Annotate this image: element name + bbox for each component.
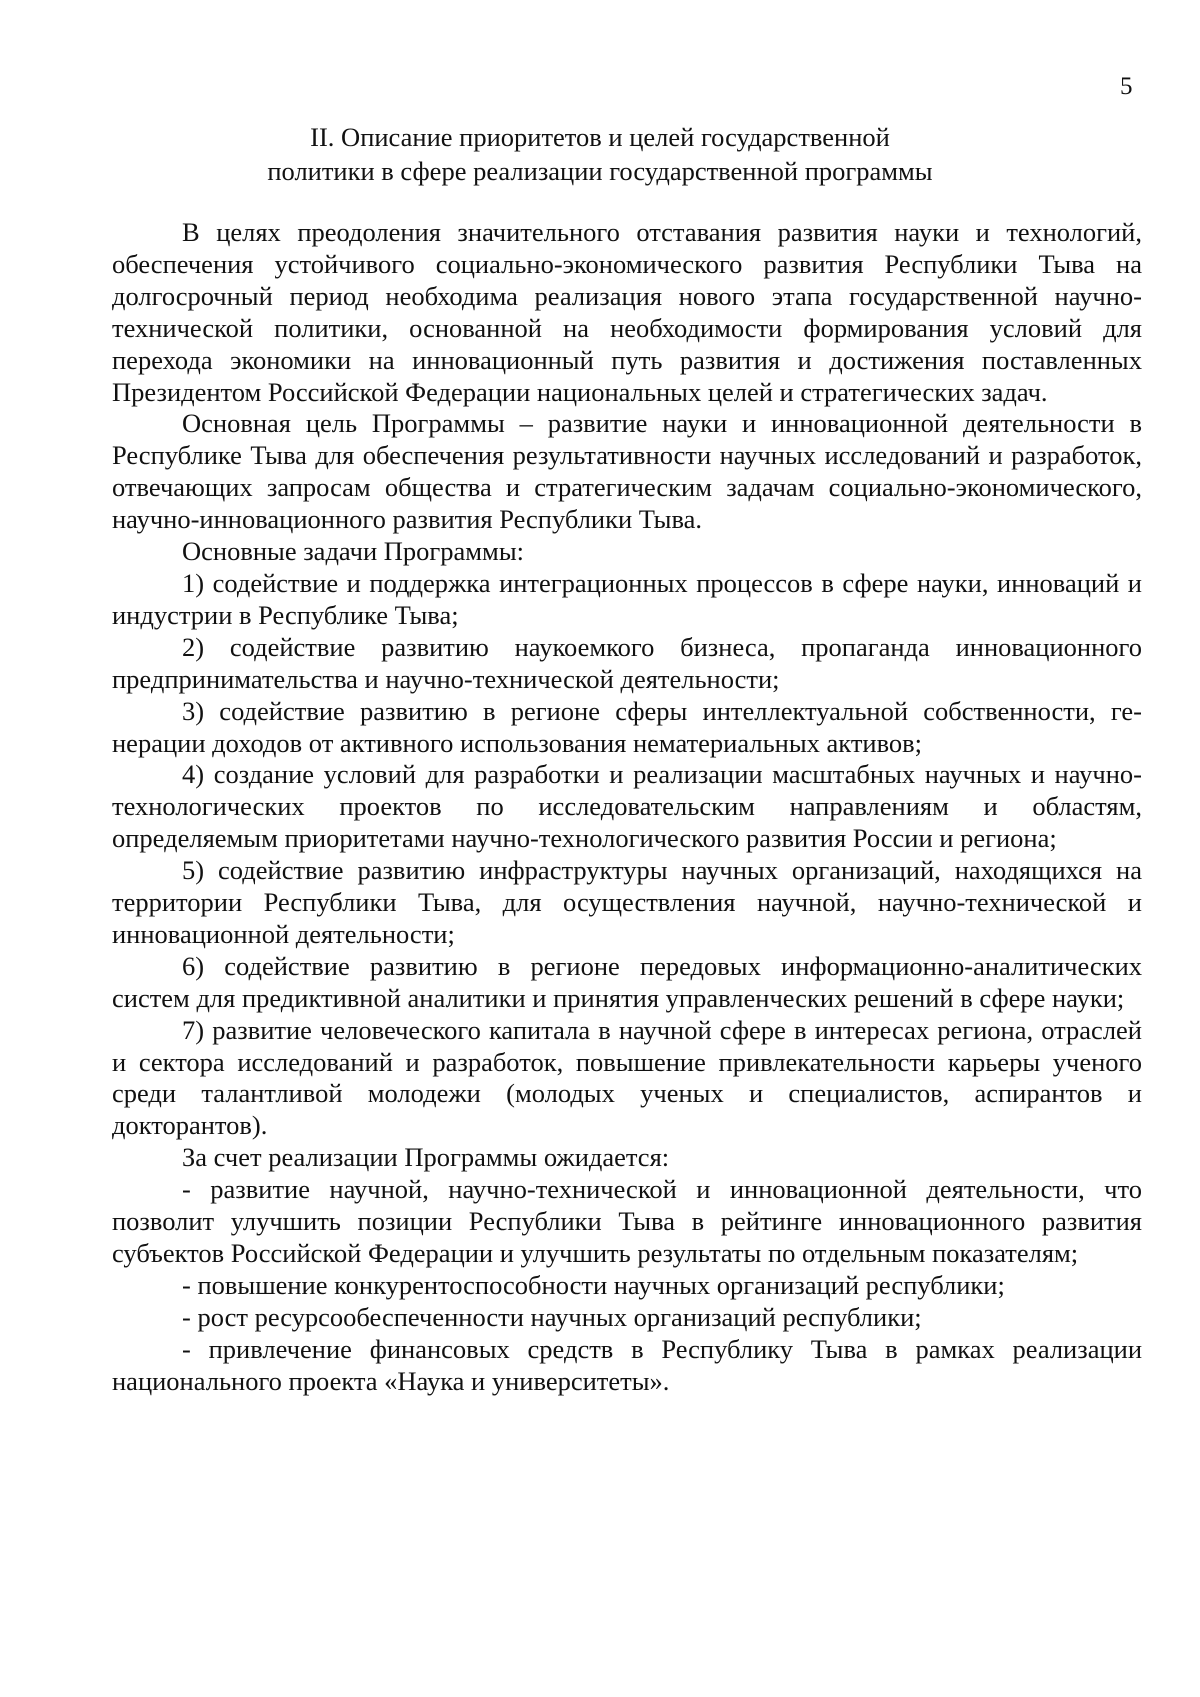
task-item-7: 7) развитие человеческого капитала в научной сфере в интересах региона, отраслей и сектора исследований и разработок, повышение привлекательности карьеры ученого среди талантливой молодежи (молодых ученых и специалистов, аспирантов и докторантов). <box>112 1014 1142 1141</box>
paragraph-expected-heading: За счет реализации Программы ожидается: <box>182 1142 670 1173</box>
task-item-5: 5) содействие развитию инфраструктуры научных организаций, находящихся на территории Республики Тыва, для осуществления научной, научно-технической и инновационной деятельности; <box>112 855 1142 949</box>
task-item-6: 6) содействие развитию в регионе передовых информационно-аналитических систем для предиктивной аналитики и принятия управленческих решений в сфере науки; <box>112 950 1142 1013</box>
expected-item-4: - привлечение финансовых средств в Республику Тыва в рамках реализации национального проекта «Наука и университеты». <box>112 1333 1142 1396</box>
expected-item-2: - повышение конкурентоспособности научных организаций республики; <box>182 1269 1005 1300</box>
document-body <box>112 217 1142 1398</box>
expected-item-3: - рост ресурсообеспеченности научных организаций республики; <box>182 1301 922 1332</box>
section-heading-line-2: политики в сфере реализации государственной программы <box>267 156 933 186</box>
page-number: 5 <box>1120 73 1133 100</box>
section-heading <box>100 120 1100 188</box>
paragraph-intro: В целях преодоления значительного отставания развития науки и технологий, обеспечения устойчивого социально-экономического развития Республики Тыва на долгосрочный период необходима реализация нового этапа государственной научно-технической политики, основанной на необходимости формирования условий для перехода экономики на инновационный путь развития и достижения поставленных Президентом Российской Федерации национальных целей и стратегических задач. <box>112 217 1142 407</box>
section-heading-line-1: II. Описание приоритетов и целей государственной <box>310 122 890 152</box>
paragraph-main-goal: Основная цель Программы – развитие науки и инновационной деятельности в Республике Тыва для обеспечения результативности научных исследований и разработок, отвечающих запросам общества и стратегическим задачам социально-экономического, научно-инновационного развития Республики Тыва. <box>112 408 1142 535</box>
task-item-2: 2) содействие развитию наукоемкого бизнеса, пропаганда инновационного предпринимательства и научно-технической деятельности; <box>112 631 1142 694</box>
expected-item-1: - развитие научной, научно-технической и инновационной деятельности, что позволит улучшить позиции Республики Тыва в рейтинге инновационного развития субъектов Российской Федерации и улучшить результаты по отдельным показателям; <box>112 1174 1142 1268</box>
task-item-4: 4) создание условий для разработки и реализации масштабных научных и научно-технологических проектов по исследовательским направлениям и областям, определяемым приоритетами научно-технологического развития России и региона; <box>112 759 1142 854</box>
task-item-1: 1) содействие и поддержка интеграционных процессов в сфере науки, инноваций и индустрии в Республике Тыва; <box>112 567 1142 630</box>
paragraph-tasks-heading: Основные задачи Программы: <box>182 536 524 567</box>
task-item-3: 3) содействие развитию в регионе сферы интеллектуальной собственности, генерации доходов от активного использования нематериальных активов; <box>112 695 1142 758</box>
